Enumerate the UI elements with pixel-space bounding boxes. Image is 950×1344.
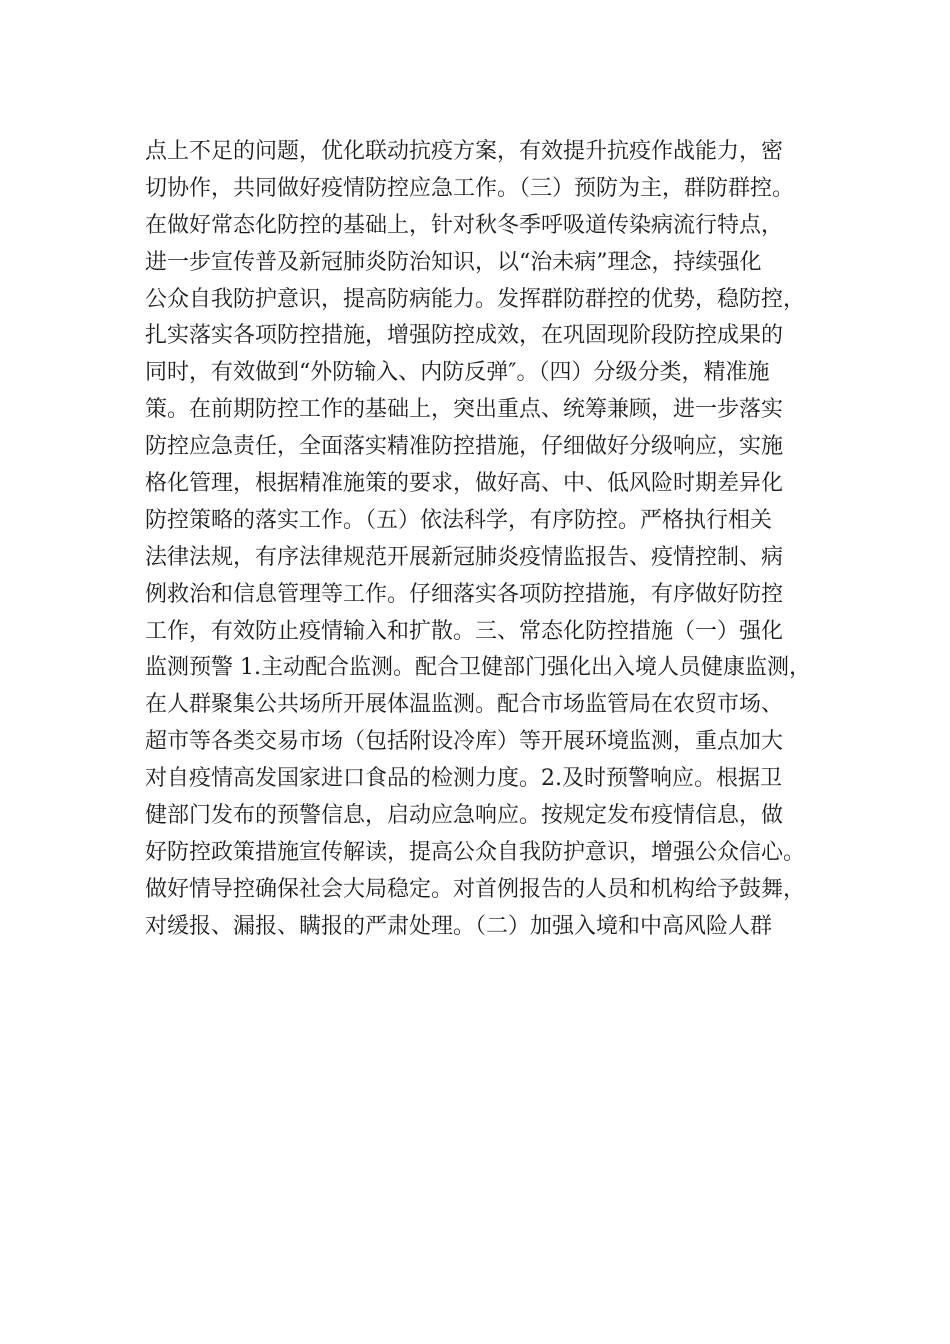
- text-line: 在做好常态化防控的基础上，针对秋冬季呼吸道传染病流行特点，: [145, 212, 784, 238]
- text-line: 好防控政策措施宣传解读，提高公众自我防护意识，增强公众信心。: [145, 839, 806, 865]
- text-line: 同时，有效做到“外防输入、内防反弹″。（四）分级分类，精准施: [145, 360, 770, 386]
- text-line: 切协作，共同做好疫情防控应急工作。（三）预防为主，群防群控。: [145, 175, 795, 201]
- text-line: 法律法规，有序法律规范开展新冠肺炎疫情监报告、疫情控制、病: [145, 544, 784, 570]
- text-line: 防控策略的落实工作。（五）依法科学，有序防控。严格执行相关: [145, 507, 773, 533]
- text-line: 工作，有效防止疫情输入和扩散。三、常态化防控措施（一）强化: [145, 618, 784, 644]
- text-line: 扎实落实各项防控措施，增强防控成效，在巩固现阶段防控成果的: [145, 323, 784, 349]
- text-line: 策。在前期防控工作的基础上，突出重点、统筹兼顾，进一步落实: [145, 397, 784, 423]
- text-line: 做好情导控确保社会大局稳定。对首例报告的人员和机构给予鼓舞，: [145, 876, 806, 902]
- body-text: [145, 134, 835, 946]
- text-line: 格化管理，根据精准施策的要求，做好高、中、低风险时期差异化: [145, 471, 784, 497]
- text-line: 点上不足的问题，优化联动抗疫方案，有效提升抗疫作战能力，密: [145, 139, 784, 164]
- text-line: 对缓报、漏报、瞒报的严肃处理。（二）加强入境和中高风险人群: [145, 913, 773, 939]
- text-line: 例救治和信息管理等工作。仔细落实各项防控措施，有序做好防控: [145, 581, 784, 607]
- text-line: 健部门发布的预警信息，启动应急响应。按规定发布疫情信息，做: [145, 803, 784, 829]
- text-line: 防控应急责任，全面落实精准防控措施，仔细做好分级响应，实施: [145, 434, 784, 460]
- text-line: 监测预警 1.主动配合监测。配合卫健部门强化出入境人员健康监测，: [145, 655, 811, 681]
- text-line: 超市等各类交易市场（包括附设冷库）等开展环境监测，重点加大: [145, 729, 784, 755]
- text-line: 对自疫情高发国家进口食品的检测力度。2.及时预警响应。根据卫: [145, 766, 782, 792]
- text-line: 进一步宣传普及新冠肺炎防治知识，以“治未病”理念，持续强化: [145, 249, 762, 275]
- text-line: 公众自我防护意识，提高防病能力。发挥群防群控的优势，稳防控，: [145, 286, 806, 312]
- text-line: 在人群聚集公共场所开展体温监测。配合市场监管局在农贸市场、: [145, 692, 784, 718]
